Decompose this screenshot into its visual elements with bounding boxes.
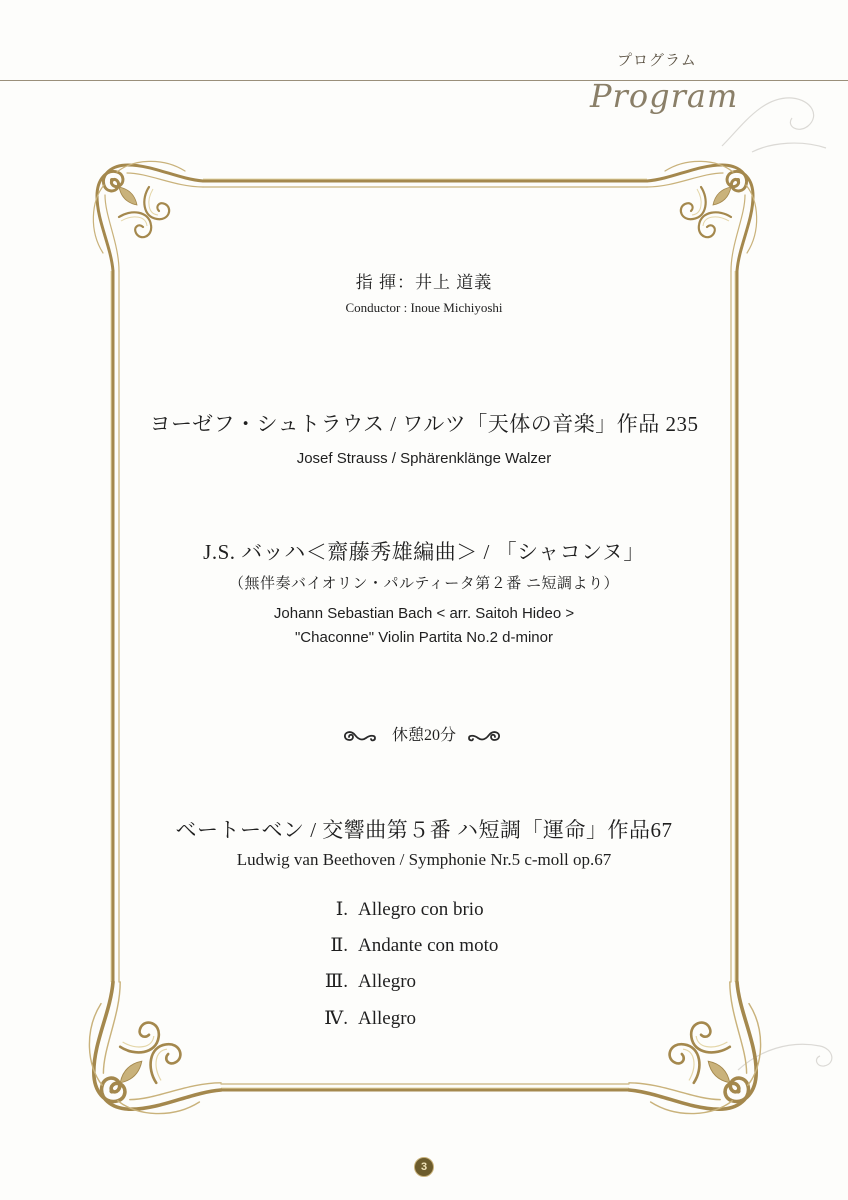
piece-2-subtitle-ja: （無伴奏バイオリン・パルティータ第２番 ニ短調より）: [228, 576, 620, 592]
page-number-badge: 3: [414, 1157, 434, 1177]
piece-2-title-ja: J.S. バッハ＜齋藤秀雄編曲＞ / 「シャコンヌ」: [203, 540, 645, 564]
piece-1-title-en: Josef Strauss / Sphärenklänge Walzer: [296, 450, 552, 467]
movement-name: Andante con moto: [358, 935, 499, 956]
piece-2-title-en-line2: "Chaconne" Violin Partita No.2 d-minor: [294, 629, 553, 646]
piece-3-title-ja: ベートーベン / 交響曲第５番 ハ短調「運命」作品67: [175, 818, 673, 842]
movement-row: [0, 1008, 848, 1030]
frame-corner-bottom-left-icon: [89, 982, 221, 1114]
conductor-en: Conductor : Inoue Michiyoshi: [345, 300, 503, 315]
movement-row: [0, 971, 848, 993]
header-title-ja: プログラム: [617, 53, 697, 69]
piece-2-title-en-line1: Johann Sebastian Bach < arr. Saitoh Hideo >: [273, 605, 575, 622]
piece-3-title-en: Ludwig van Beethoven / Symphonie Nr.5 c-moll op.67: [236, 850, 612, 869]
frame-corner-top-right-icon: [647, 161, 757, 271]
header-title-en: Program: [590, 77, 739, 115]
movement-name: Allegro: [358, 1008, 417, 1029]
conductor-ja: 指 揮：井上 道義: [355, 273, 493, 292]
movement-row: [0, 899, 848, 921]
frame-corner-top-left-icon: [93, 161, 203, 271]
movement-numeral: Ⅱ.: [330, 935, 348, 956]
movement-name: Allegro: [358, 971, 417, 992]
piece-1-title-ja: ヨーゼフ・シュトラウス / ワルツ「天体の音楽」作品 235: [149, 412, 699, 436]
movement-row: [0, 935, 848, 957]
movement-numeral: Ⅳ.: [324, 1008, 348, 1029]
intermission-label: 休憩20分: [391, 727, 456, 744]
decorative-swirl-icon: [712, 86, 832, 156]
movement-numeral: Ⅲ.: [324, 971, 348, 992]
scroll-ornament-right-icon: [466, 727, 502, 745]
movement-name: Allegro con brio: [358, 899, 484, 920]
movement-numeral: Ⅰ.: [335, 899, 348, 920]
